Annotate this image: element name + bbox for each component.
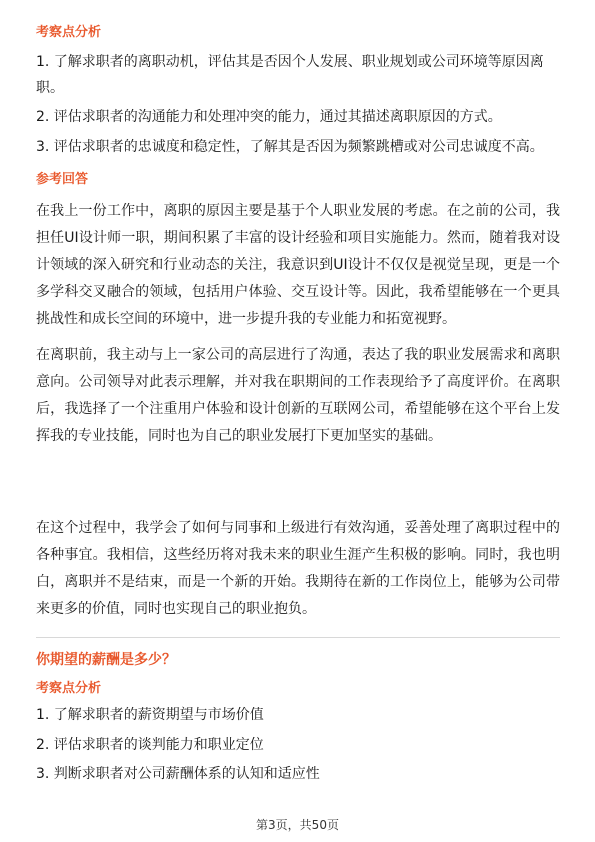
answer-paragraph: 在这个过程中，我学会了如何与同事和上级进行有效沟通，妥善处理了离职过程中的各种事宜。我相信，这些经历将对我未来的职业生涯产生积极的影响。同时，我也明白，离职并不是结束，而是一个新的开始。我期待在新的工作岗位上，能够为公司带来更多的价值，同时也实现自己的职业抱负。 — [36, 520, 560, 617]
question-title: 你期望的薪酬是多少？ — [36, 652, 176, 668]
answer-paragraph: 在离职前，我主动与上一家公司的高层进行了沟通，表达了我的职业发展需求和离职意向。公司领导对此表示理解，并对我在职期间的工作表现给予了高度评价。在离职后，我选择了一个注重用户体验和设计创新的互联网公司，希望能够在这个平台上发挥我的专业技能，同时也为自己的职业发展打下更加坚实的基础。 — [36, 347, 560, 444]
analysis-point-2: 2. 评估求职者的沟通能力和处理冲突的能力，通过其描述离职原因的方式。 — [36, 109, 502, 125]
analysis-point-3: 3. 评估求职者的忠诚度和稳定性，了解其是否因为频繁跳槽或对公司忠诚度不高。 — [36, 139, 544, 155]
section-heading-answer: 参考回答 — [36, 172, 89, 187]
answer-paragraph: 在我上一份工作中，离职的原因主要是基于个人职业发展的考虑。在之前的公司，我担任UI设计师一职，期间积累了丰富的设计经验和项目实施能力。然而，随着我对设计领域的深入研究和行业动态的关注，我意识到UI设计不仅仅是视觉呈现，更是一个多学科交叉融合的领域，包括用户体验、交互设计等。因此，我希望能够在一个更具挑战性和成长空间的环境中，进一步提升我的专业能力和拓宽视野。 — [36, 203, 560, 327]
analysis-point-2: 2. 评估求职者的谈判能力和职业定位 — [36, 737, 264, 753]
section-heading-analysis-2: 考察点分析 — [36, 681, 102, 696]
analysis-point-1: 1. 了解求职者的离职动机，评估其是否因个人发展、职业规划或公司环境等原因离 — [36, 54, 544, 70]
section-heading-analysis: 考察点分析 — [36, 25, 102, 40]
section-divider — [36, 637, 560, 638]
analysis-point-3: 3. 判断求职者对公司薪酬体系的认知和适应性 — [36, 766, 320, 782]
analysis-point-1: 1. 了解求职者的薪资期望与市场价值 — [36, 707, 264, 723]
page-number: 第3页，共50页 — [256, 818, 339, 832]
analysis-point-1-cont: 职。 — [36, 80, 64, 96]
